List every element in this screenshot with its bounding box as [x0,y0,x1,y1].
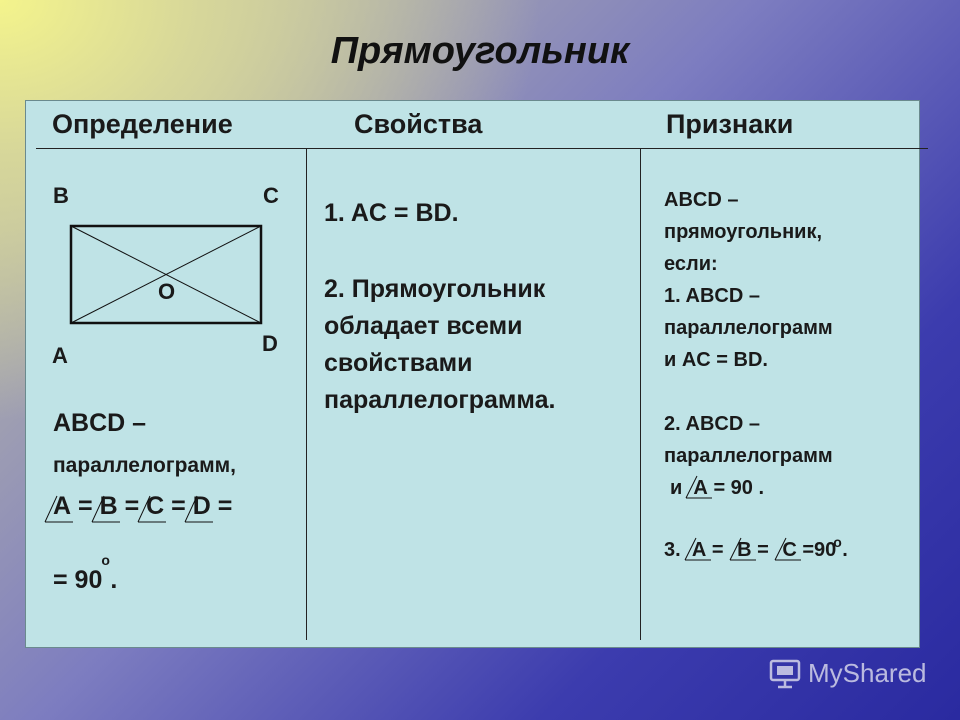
property-2-line-1: 2. Прямоугольник [324,275,546,303]
watermark-text: MyShared [808,657,927,688]
criteria-line-6: и AC = BD. [664,349,768,371]
degree-mark: o [833,534,842,550]
criteria-line-10: 3. A = B = C =90 o . [664,535,848,567]
watermark [768,656,927,690]
rectangle-figure [66,221,271,331]
presentation-icon [768,656,802,690]
criteria-line-1: ABCD – [664,189,739,211]
column-divider-1 [306,148,307,640]
eq-sign: = [217,492,233,520]
property-2-line-4: параллелограмма. [324,386,556,414]
center-label-o: O [158,279,176,304]
definition-line-2: параллелограмм, [53,454,237,477]
vertex-label-d: D [262,331,278,356]
criteria-line-3: если: [664,253,718,275]
property-1: 1. AC = BD. [324,199,459,227]
vertex-label-b: B [53,183,69,208]
eq-sign: = [124,492,140,520]
eq-sign: = [78,492,93,520]
criteria-line-2: прямоугольник, [664,221,823,243]
header-definition: Определение [52,109,233,139]
slide-title: Прямоугольник [330,30,630,72]
definition-angles-line [53,492,232,521]
degree-mark: o [101,552,110,568]
criteria-line-5: параллелограмм [664,317,833,339]
angle-c: C [782,535,796,567]
eq-sign: = [171,492,186,520]
definition-line-4: = 90 o . [53,552,118,594]
vertex-label-a: A [52,343,68,368]
angle-a: A [53,492,71,521]
header-divider [36,148,928,149]
header-properties: Свойства [354,109,483,139]
property-2-line-3: свойствами [324,349,473,377]
column-divider-2 [640,148,641,640]
vertex-label-c: C [263,183,279,208]
header-criteria: Признаки [666,109,794,139]
angle-a: A [693,473,707,505]
angle-c: C [146,492,164,521]
angle-d: D [193,492,211,521]
definition-line-1: ABCD – [53,409,147,437]
criteria-line-7: 2. ABCD – [664,413,760,435]
table-panel [25,100,920,648]
property-2-line-2: обладает всеми [324,312,523,340]
angle-a: A [692,535,706,567]
angle-b: B [100,492,118,521]
criteria-line-4: 1. ABCD – [664,285,760,307]
angle-b: B [737,535,751,567]
criteria-line-9: и A = 90 . [670,473,764,505]
criteria-line-8: параллелограмм [664,445,833,467]
